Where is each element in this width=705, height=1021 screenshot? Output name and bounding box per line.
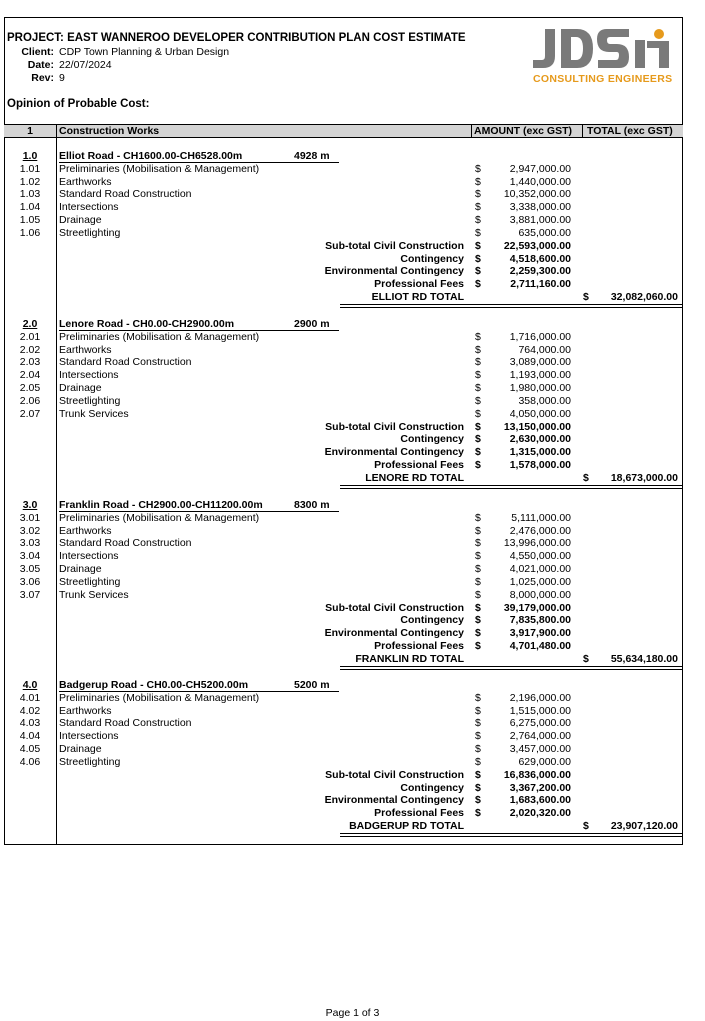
line-item-amount: 1,980,000.00 bbox=[509, 382, 571, 395]
line-item-currency: $ bbox=[475, 730, 481, 743]
line-item-number: 3.02 bbox=[19, 524, 41, 537]
line-item-amount: 358,000.00 bbox=[518, 394, 571, 407]
date-value: 22/07/2024 bbox=[59, 59, 112, 71]
line-item-currency: $ bbox=[475, 743, 481, 756]
line-item-amount: 4,550,000.00 bbox=[509, 550, 571, 563]
line-item-number: 2.04 bbox=[19, 369, 41, 382]
line-item-currency: $ bbox=[475, 369, 481, 382]
subtotal-currency: $ bbox=[475, 420, 481, 433]
subtotal-amount: 1,683,600.00 bbox=[509, 794, 571, 807]
project-title: PROJECT: EAST WANNEROO DEVELOPER CONTRIBUTION PLAN COST ESTIMATE bbox=[7, 32, 466, 44]
line-item-number: 2.07 bbox=[19, 407, 41, 420]
line-item-description: Intersections bbox=[59, 201, 119, 214]
section-length: 8300 m bbox=[294, 499, 330, 511]
line-item-description: Intersections bbox=[59, 730, 119, 743]
subtotal-currency: $ bbox=[475, 768, 481, 781]
line-item-number: 1.05 bbox=[19, 214, 41, 227]
line-item-description: Preliminaries (Mobilisation & Management) bbox=[59, 511, 260, 524]
line-item-number: 4.04 bbox=[19, 730, 41, 743]
opinion-heading: Opinion of Probable Cost: bbox=[7, 98, 150, 110]
subtotal-currency: $ bbox=[475, 239, 481, 252]
line-item-amount: 2,764,000.00 bbox=[509, 730, 571, 743]
section-title: Elliot Road - CH1600.00-CH6528.00m bbox=[59, 150, 243, 162]
section-total-amount: 23,907,120.00 bbox=[610, 820, 678, 833]
logo-tagline: CONSULTING ENGINEERS bbox=[533, 73, 673, 85]
section-total-label: FRANKLIN RD TOTAL bbox=[355, 652, 464, 665]
line-item-amount: 1,440,000.00 bbox=[509, 175, 571, 188]
date-label: Date: bbox=[27, 59, 54, 71]
line-item-currency: $ bbox=[475, 407, 481, 420]
line-item-amount: 13,996,000.00 bbox=[503, 537, 571, 550]
line-item-description: Standard Road Construction bbox=[59, 356, 192, 369]
line-item-description: Drainage bbox=[59, 382, 102, 395]
line-item-currency: $ bbox=[475, 394, 481, 407]
line-item-currency: $ bbox=[475, 691, 481, 704]
section-total-currency: $ bbox=[583, 652, 589, 665]
line-item-number: 4.05 bbox=[19, 743, 41, 756]
line-item-currency: $ bbox=[475, 511, 481, 524]
line-item-amount: 3,089,000.00 bbox=[509, 356, 571, 369]
line-item-number: 4.06 bbox=[19, 755, 41, 768]
line-item-number: 1.01 bbox=[19, 162, 41, 175]
client-label: Client: bbox=[21, 46, 54, 58]
section-number: 2.0 bbox=[22, 318, 38, 330]
section-length: 5200 m bbox=[294, 679, 330, 691]
subtotal-currency: $ bbox=[475, 252, 481, 265]
line-item-description: Preliminaries (Mobilisation & Management) bbox=[59, 330, 260, 343]
header-description: Construction Works bbox=[59, 125, 160, 137]
subtotal-amount: 2,259,300.00 bbox=[509, 265, 571, 278]
line-item-currency: $ bbox=[475, 356, 481, 369]
subtotal-label: Environmental Contingency bbox=[324, 794, 464, 807]
line-item-amount: 1,193,000.00 bbox=[509, 369, 571, 382]
line-item-number: 1.06 bbox=[19, 226, 41, 239]
section-total-amount: 18,673,000.00 bbox=[610, 471, 678, 484]
section-length: 2900 m bbox=[294, 318, 330, 330]
line-item-number: 1.03 bbox=[19, 188, 41, 201]
subtotal-amount: 13,150,000.00 bbox=[503, 420, 571, 433]
section-title: Franklin Road - CH2900.00-CH11200.00m bbox=[59, 499, 263, 511]
rev-label: Rev: bbox=[31, 72, 54, 84]
line-item-number: 3.06 bbox=[19, 575, 41, 588]
section-total-currency: $ bbox=[583, 471, 589, 484]
subtotal-label: Sub-total Civil Construction bbox=[325, 601, 464, 614]
line-item-number: 4.01 bbox=[19, 691, 41, 704]
section-title: Lenore Road - CH0.00-CH2900.00m bbox=[59, 318, 235, 330]
subtotal-label: Contingency bbox=[400, 433, 464, 446]
section-total-double-underline bbox=[340, 666, 683, 670]
line-item-number: 2.02 bbox=[19, 343, 41, 356]
line-item-description: Preliminaries (Mobilisation & Management) bbox=[59, 162, 260, 175]
line-item-description: Streetlighting bbox=[59, 394, 121, 407]
column-divider-number bbox=[56, 124, 57, 845]
line-item-description: Streetlighting bbox=[59, 755, 121, 768]
subtotal-label: Environmental Contingency bbox=[324, 446, 464, 459]
subtotal-amount: 4,518,600.00 bbox=[509, 252, 571, 265]
subtotal-currency: $ bbox=[475, 601, 481, 614]
section-total-currency: $ bbox=[583, 291, 589, 304]
line-item-amount: 635,000.00 bbox=[518, 226, 571, 239]
section-number: 4.0 bbox=[22, 679, 38, 691]
line-item-currency: $ bbox=[475, 382, 481, 395]
header-item-number: 1 bbox=[27, 125, 33, 137]
line-item-currency: $ bbox=[475, 343, 481, 356]
header-total: TOTAL (exc GST) bbox=[587, 125, 673, 137]
line-item-amount: 1,025,000.00 bbox=[509, 575, 571, 588]
header-amount: AMOUNT (exc GST) bbox=[474, 125, 573, 137]
line-item-amount: 8,000,000.00 bbox=[509, 588, 571, 601]
line-item-amount: 764,000.00 bbox=[518, 343, 571, 356]
line-item-currency: $ bbox=[475, 550, 481, 563]
line-item-description: Trunk Services bbox=[59, 588, 129, 601]
subtotal-amount: 22,593,000.00 bbox=[503, 239, 571, 252]
subtotal-amount: 1,315,000.00 bbox=[509, 446, 571, 459]
line-item-description: Streetlighting bbox=[59, 575, 121, 588]
line-item-number: 3.05 bbox=[19, 563, 41, 576]
line-item-amount: 10,352,000.00 bbox=[503, 188, 571, 201]
subtotal-label: Environmental Contingency bbox=[324, 627, 464, 640]
section-total-amount: 32,082,060.00 bbox=[610, 291, 678, 304]
subtotal-label: Contingency bbox=[400, 781, 464, 794]
line-item-description: Drainage bbox=[59, 563, 102, 576]
line-item-number: 2.05 bbox=[19, 382, 41, 395]
subtotal-label: Professional Fees bbox=[374, 807, 464, 820]
line-item-number: 1.02 bbox=[19, 175, 41, 188]
line-item-currency: $ bbox=[475, 162, 481, 175]
line-item-description: Intersections bbox=[59, 550, 119, 563]
section-total-double-underline bbox=[340, 304, 683, 308]
line-item-amount: 4,050,000.00 bbox=[509, 407, 571, 420]
line-item-amount: 1,716,000.00 bbox=[509, 330, 571, 343]
line-item-number: 2.01 bbox=[19, 330, 41, 343]
line-item-amount: 629,000.00 bbox=[518, 755, 571, 768]
subtotal-currency: $ bbox=[475, 459, 481, 472]
line-item-number: 1.04 bbox=[19, 201, 41, 214]
line-item-amount: 1,515,000.00 bbox=[509, 704, 571, 717]
line-item-amount: 2,476,000.00 bbox=[509, 524, 571, 537]
subtotal-currency: $ bbox=[475, 446, 481, 459]
line-item-currency: $ bbox=[475, 214, 481, 227]
line-item-number: 3.07 bbox=[19, 588, 41, 601]
section-total-double-underline bbox=[340, 833, 683, 837]
subtotal-label: Professional Fees bbox=[374, 640, 464, 653]
line-item-description: Streetlighting bbox=[59, 226, 121, 239]
subtotal-amount: 16,836,000.00 bbox=[503, 768, 571, 781]
line-item-amount: 3,338,000.00 bbox=[509, 201, 571, 214]
section-total-label: ELLIOT RD TOTAL bbox=[371, 291, 464, 304]
line-item-description: Earthworks bbox=[59, 704, 112, 717]
line-item-description: Trunk Services bbox=[59, 407, 129, 420]
subtotal-currency: $ bbox=[475, 265, 481, 278]
subtotal-amount: 2,630,000.00 bbox=[509, 433, 571, 446]
page-footer: Page 1 of 3 bbox=[325, 1007, 380, 1019]
line-item-number: 4.02 bbox=[19, 704, 41, 717]
line-item-description: Preliminaries (Mobilisation & Management) bbox=[59, 691, 260, 704]
section-total-currency: $ bbox=[583, 820, 589, 833]
line-item-currency: $ bbox=[475, 188, 481, 201]
line-item-description: Standard Road Construction bbox=[59, 188, 192, 201]
subtotal-currency: $ bbox=[475, 433, 481, 446]
line-item-currency: $ bbox=[475, 704, 481, 717]
line-item-description: Drainage bbox=[59, 743, 102, 756]
line-item-description: Standard Road Construction bbox=[59, 537, 192, 550]
line-item-number: 3.04 bbox=[19, 550, 41, 563]
subtotal-currency: $ bbox=[475, 807, 481, 820]
line-item-currency: $ bbox=[475, 717, 481, 730]
subtotal-amount: 2,020,320.00 bbox=[509, 807, 571, 820]
section-number: 1.0 bbox=[22, 150, 38, 162]
line-item-currency: $ bbox=[475, 575, 481, 588]
subtotal-amount: 2,711,160.00 bbox=[510, 278, 571, 291]
subtotal-label: Sub-total Civil Construction bbox=[325, 420, 464, 433]
line-item-description: Earthworks bbox=[59, 343, 112, 356]
line-item-currency: $ bbox=[475, 201, 481, 214]
line-item-amount: 4,021,000.00 bbox=[509, 563, 571, 576]
column-divider-amount bbox=[471, 124, 472, 138]
subtotal-currency: $ bbox=[475, 781, 481, 794]
line-item-description: Earthworks bbox=[59, 524, 112, 537]
subtotal-amount: 3,917,900.00 bbox=[509, 627, 571, 640]
section-number: 3.0 bbox=[22, 499, 38, 511]
line-item-number: 2.06 bbox=[19, 394, 41, 407]
line-item-currency: $ bbox=[475, 755, 481, 768]
line-item-amount: 6,275,000.00 bbox=[509, 717, 571, 730]
line-item-description: Intersections bbox=[59, 369, 119, 382]
subtotal-currency: $ bbox=[475, 640, 481, 653]
subtotal-label: Professional Fees bbox=[374, 278, 464, 291]
client-value: CDP Town Planning & Urban Design bbox=[59, 46, 230, 58]
line-item-number: 4.03 bbox=[19, 717, 41, 730]
line-item-amount: 3,457,000.00 bbox=[509, 743, 571, 756]
column-divider-total bbox=[582, 124, 583, 138]
line-item-currency: $ bbox=[475, 330, 481, 343]
subtotal-label: Contingency bbox=[400, 252, 464, 265]
subtotal-amount: 7,835,800.00 bbox=[509, 614, 571, 627]
line-item-currency: $ bbox=[475, 563, 481, 576]
subtotal-currency: $ bbox=[475, 278, 481, 291]
subtotal-amount: 3,367,200.00 bbox=[509, 781, 571, 794]
line-item-currency: $ bbox=[475, 175, 481, 188]
line-item-currency: $ bbox=[475, 524, 481, 537]
line-item-number: 3.01 bbox=[19, 511, 41, 524]
subtotal-currency: $ bbox=[475, 614, 481, 627]
subtotal-currency: $ bbox=[475, 627, 481, 640]
subtotal-amount: 4,701,480.00 bbox=[509, 640, 571, 653]
subtotal-currency: $ bbox=[475, 794, 481, 807]
line-item-amount: 3,881,000.00 bbox=[509, 214, 571, 227]
subtotal-amount: 1,578,000.00 bbox=[509, 459, 571, 472]
line-item-amount: 5,111,000.00 bbox=[511, 511, 571, 524]
subtotal-label: Environmental Contingency bbox=[324, 265, 464, 278]
section-total-label: LENORE RD TOTAL bbox=[365, 471, 464, 484]
section-total-amount: 55,634,180.00 bbox=[610, 652, 678, 665]
subtotal-label: Sub-total Civil Construction bbox=[325, 239, 464, 252]
rev-value: 9 bbox=[59, 72, 65, 84]
line-item-amount: 2,947,000.00 bbox=[509, 162, 571, 175]
line-item-currency: $ bbox=[475, 537, 481, 550]
subtotal-amount: 39,179,000.00 bbox=[503, 601, 571, 614]
line-item-currency: $ bbox=[475, 588, 481, 601]
section-length: 4928 m bbox=[294, 150, 330, 162]
line-item-description: Standard Road Construction bbox=[59, 717, 192, 730]
section-title: Badgerup Road - CH0.00-CH5200.00m bbox=[59, 679, 249, 691]
section-total-double-underline bbox=[340, 485, 683, 489]
line-item-description: Earthworks bbox=[59, 175, 112, 188]
line-item-number: 3.03 bbox=[19, 537, 41, 550]
line-item-amount: 2,196,000.00 bbox=[509, 691, 571, 704]
line-item-number: 2.03 bbox=[19, 356, 41, 369]
line-item-description: Drainage bbox=[59, 214, 102, 227]
subtotal-label: Professional Fees bbox=[374, 459, 464, 472]
line-item-currency: $ bbox=[475, 226, 481, 239]
subtotal-label: Sub-total Civil Construction bbox=[325, 768, 464, 781]
section-total-label: BADGERUP RD TOTAL bbox=[349, 820, 464, 833]
subtotal-label: Contingency bbox=[400, 614, 464, 627]
